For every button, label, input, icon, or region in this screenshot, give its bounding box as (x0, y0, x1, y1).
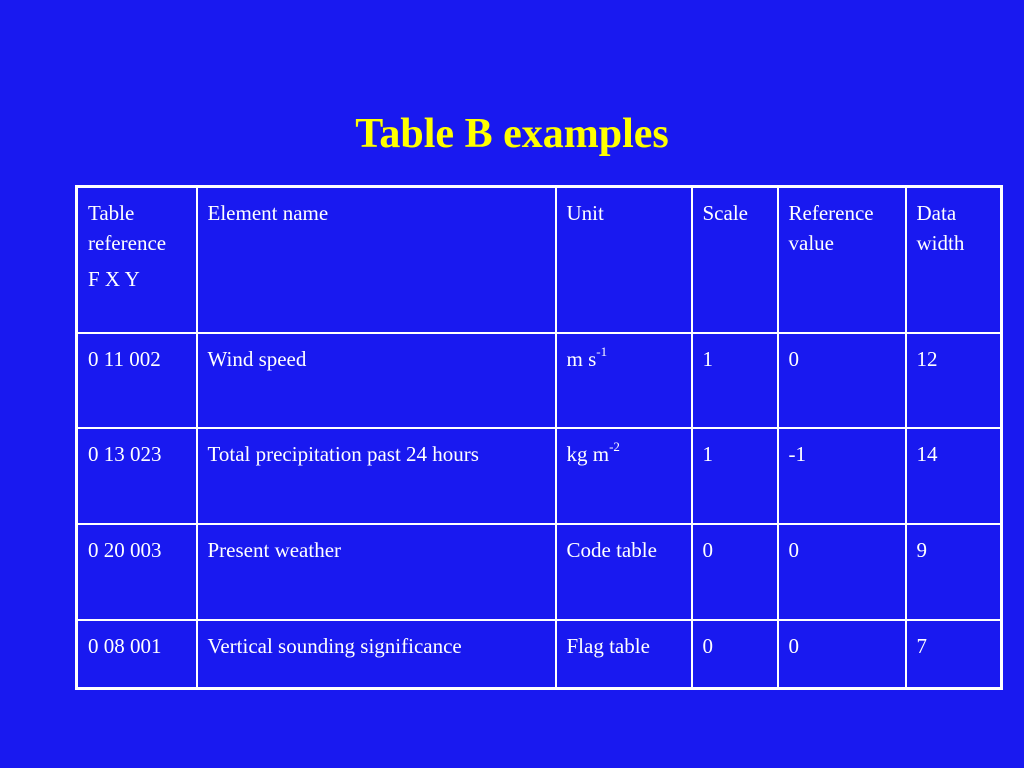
header-ref-line2: reference (88, 231, 167, 255)
table-row (77, 620, 1002, 689)
table-row (77, 428, 1002, 524)
header-unit: Unit (556, 187, 692, 334)
header-width-line2: width (916, 231, 965, 255)
cell-scale: 0 (692, 620, 778, 689)
header-ref-line3: F X Y (88, 267, 140, 291)
cell-table-reference: 0 11 002 (77, 333, 197, 428)
cell-table-reference: 0 20 003 (77, 524, 197, 620)
header-width-line1: Data (916, 201, 957, 225)
cell-data-width: 14 (906, 428, 1002, 524)
cell-unit (556, 428, 692, 524)
cell-element-name: Wind speed (197, 333, 556, 428)
slide-title: Table B examples (355, 111, 669, 157)
unit-base: m s (566, 347, 597, 371)
header-ref-line1: Table (88, 201, 135, 225)
unit-base: Code table (566, 538, 657, 562)
cell-data-width: 12 (906, 333, 1002, 428)
cell-unit (556, 620, 692, 689)
header-refval-line1: Reference (788, 201, 874, 225)
cell-scale: 1 (692, 333, 778, 428)
header-row (77, 187, 1002, 334)
header-table-reference (77, 187, 197, 334)
header-element-name: Element name (197, 187, 556, 334)
cell-scale: 1 (692, 428, 778, 524)
unit-exponent: -2 (609, 439, 620, 454)
cell-data-width: 7 (906, 620, 1002, 689)
unit-exponent: -1 (596, 344, 608, 359)
cell-element-name: Vertical sounding significance (197, 620, 556, 689)
cell-reference-value: -1 (778, 428, 906, 524)
cell-table-reference: 0 13 023 (77, 428, 197, 524)
cell-reference-value: 0 (778, 333, 906, 428)
cell-reference-value: 0 (778, 524, 906, 620)
unit-base: Flag table (566, 634, 650, 658)
header-reference-value (778, 187, 906, 334)
cell-table-reference: 0 08 001 (77, 620, 197, 689)
table-row (77, 524, 1002, 620)
table-row (77, 333, 1002, 428)
table-b-examples (75, 185, 1003, 690)
cell-element-name: Total precipitation past 24 hours (197, 428, 556, 524)
header-data-width (906, 187, 1002, 334)
header-refval-line2: value (788, 231, 834, 255)
cell-unit (556, 524, 692, 620)
cell-element-name: Present weather (197, 524, 556, 620)
cell-scale: 0 (692, 524, 778, 620)
header-scale: Scale (692, 187, 778, 334)
cell-reference-value: 0 (778, 620, 906, 689)
cell-unit (556, 333, 692, 428)
unit-base: kg m (566, 442, 610, 466)
cell-data-width: 9 (906, 524, 1002, 620)
